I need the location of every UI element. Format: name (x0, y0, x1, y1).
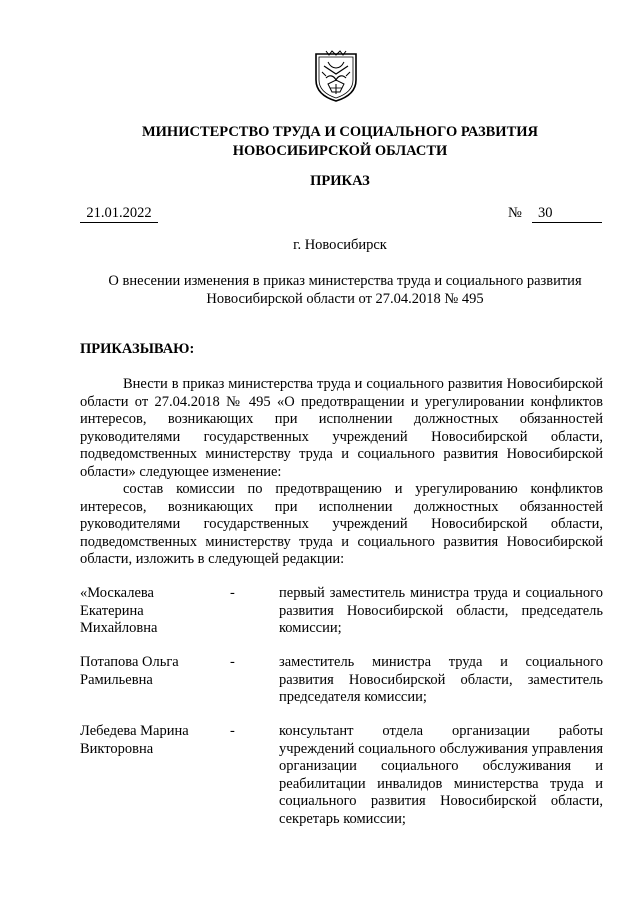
member-position: консультант отдела организации работы учреждений социального обслуживания управления организации социального обслуживания и реабилитации инвалидов министерства труда и социального развития Новосибирской области, секретарь комиссии; (279, 723, 603, 827)
subject-line-2: Новосибирской области от 27.04.2018 № 495 (206, 291, 484, 307)
member-name-line: Лебедева Марина (80, 723, 189, 739)
member-position: первый заместитель министра труда и социального развития Новосибирской области, председатель комиссии; (279, 585, 603, 636)
city: г. Новосибирск (293, 237, 387, 253)
number-sign: № (508, 205, 522, 221)
order-number: 30 (532, 205, 602, 223)
document-type: ПРИКАЗ (310, 173, 370, 189)
member-name (80, 654, 220, 689)
order-subject (80, 272, 610, 308)
member-name-line: Рамильевна (80, 671, 153, 688)
member-name-line: Екатерина (80, 602, 144, 619)
member-name-line: Потапова Ольга (80, 654, 179, 670)
member-dash: - (230, 654, 235, 670)
ministry-line-2: НОВОСИБИРСКОЙ ОБЛАСТИ (232, 143, 448, 159)
paragraph-2: состав комиссии по предотвращению и урегулированию конфликтов интересов, возникающих при исполнении должностных обязанностей руководителями государственных учреждений Новосибирской области, подведомственных министерству труда и социального развития Новосибирской области, изложить в следующей редакции: (80, 481, 603, 567)
novosibirsk-coat-of-arms-icon (312, 50, 360, 102)
member-name (80, 723, 220, 758)
member-name-line: Михайловна (80, 620, 158, 636)
decree-word: ПРИКАЗЫВАЮ: (80, 341, 195, 357)
member-name-line: «Москалева (80, 585, 154, 601)
member-name (80, 585, 220, 638)
member-dash: - (230, 723, 235, 739)
member-name-line: Викторовна (80, 740, 154, 757)
ministry-name (40, 123, 640, 161)
member-position: заместитель министра труда и социального развития Новосибирской области, заместитель председателя комиссии; (279, 654, 603, 705)
paragraph-1: Внести в приказ министерства труда и социального развития Новосибирской области от 27.04.2018 № 495 «О предотвращении и урегулировании конфликтов интересов, возникающих при исполнении должностных обязанностей руководителями государственных учреждений Новосибирской области, подведомственных министерству труда и социального развития Новосибирской области» следующее изменение: (80, 376, 603, 480)
ministry-line-1: МИНИСТЕРСТВО ТРУДА И СОЦИАЛЬНОГО РАЗВИТИЯ (141, 124, 539, 140)
order-date: 21.01.2022 (80, 205, 158, 223)
subject-line-1: О внесении изменения в приказ министерства труда и социального развития (108, 273, 582, 289)
member-dash: - (230, 585, 235, 601)
